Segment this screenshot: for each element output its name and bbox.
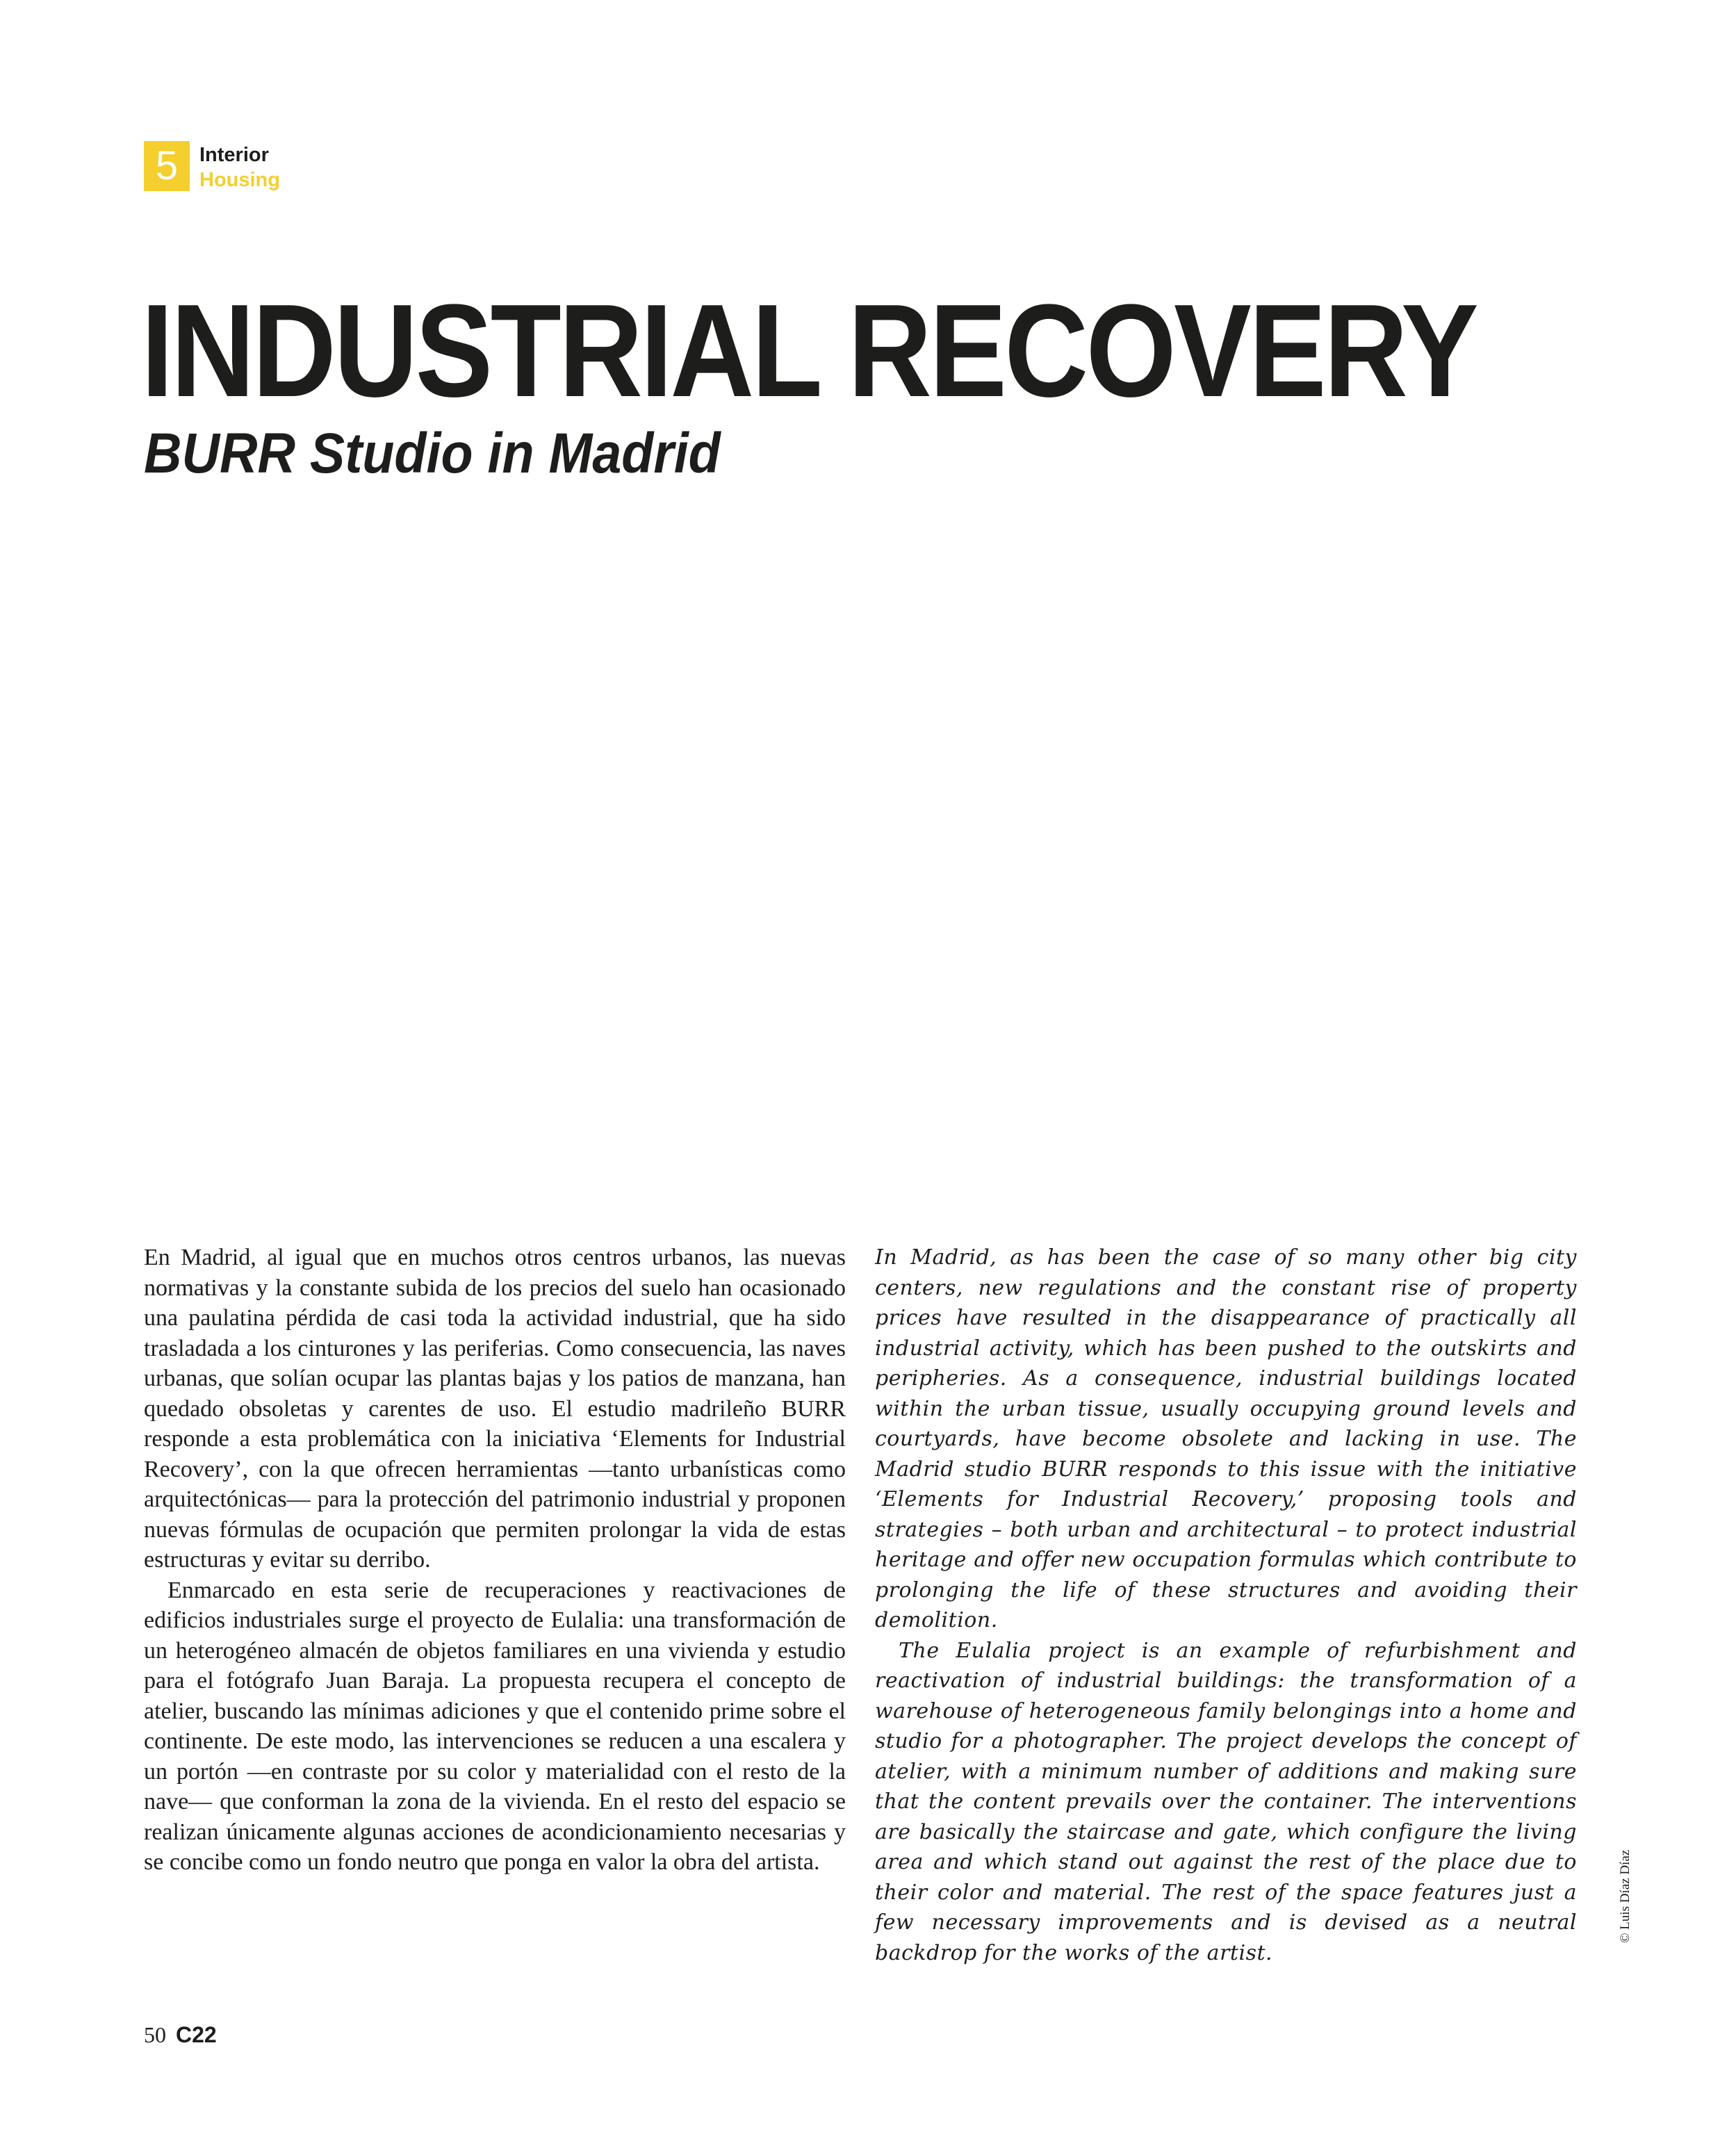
body-es-paragraph-2: Enmarcado en esta serie de recuperaciones y reactivaciones de edificios industriales surge el proyecto de Eulalia: una transformación de un heterogéneo almacén de objetos familiares en una vivienda y estudio para el fotógrafo Juan Baraja. La propuesta recupera el concepto de atelier, buscando las mínimas adiciones y que el contenido prime sobre el continente. De este modo, las intervenciones se reducen a una escalera y un portón —en contraste por su color y materialidad con el resto de la nave— que conforman la zona de la vivienda. En el resto del espacio se realizan únicamente algunas acciones de acondicionamiento necesarias y se concibe como un fondo neutro que ponga en valor la obra del artista. (144, 1577, 846, 1875)
section-label (199, 142, 280, 192)
page-footer (144, 2021, 217, 2049)
body-column-spanish (144, 1243, 846, 1878)
article-subtitle: BURR Studio in Madrid (144, 422, 721, 485)
body-en-paragraph-1: In Madrid, as has been the case of so many other big city centers, new regulations and the constant rise of property prices have resulted in the disappearance of practically all industrial activity, which has been pushed to the outskirts and peripheries. As a consequence, industrial buildings located within the urban tissue, usually occupying ground levels and courtyards, have become obsolete and lacking in use. The Madrid studio BURR responds to this issue with the initiative ‘Elements for Industrial Recovery,’ proposing tools and strategies – both urban and architectural – to protect industrial heritage and offer new occupation formulas which contribute to prolonging the life of these structures and avoiding their demolition. (875, 1245, 1577, 1632)
section-number-badge: 5 (144, 141, 190, 191)
body-column-english (875, 1243, 1577, 1968)
page-number: 50 (144, 2022, 166, 2047)
section-subcategory: Housing (199, 169, 280, 191)
photo-credit: © Luis Díaz Díaz (1618, 1849, 1632, 1943)
article-title: INDUSTRIAL RECOVERY (141, 277, 1477, 425)
magazine-name: C22 (176, 2022, 217, 2047)
section-category: Interior (199, 144, 269, 166)
body-es-paragraph-1: En Madrid, al igual que en muchos otros centros urbanos, las nuevas normativas y la constante subida de los precios del suelo han ocasionado una paulatina pérdida de casi toda la actividad industrial, que ha sido trasladada a los cinturones y las periferias. Como consecuencia, las naves urbanas, que solían ocupar las plantas bajas y los patios de manzana, han quedado obsoletas y carentes de uso. El estudio madrileño BURR responde a esta problemática con la iniciativa ‘Elements for Industrial Recovery’, con la que ofrecen herramientas —tanto urbanísticas como arquitectónicas— para la protección del patrimonio industrial y proponen nuevas fórmulas de ocupación que permiten prolongar la vida de estas estructuras y evitar su derribo. (144, 1245, 846, 1573)
body-en-paragraph-2: The Eulalia project is an example of refurbishment and reactivation of industrial buildings: the transformation of a warehouse of heterogeneous family belongings into a home and studio for a photographer. The project develops the concept of atelier, with a minimum number of additions and making sure that the content prevails over the container. The interventions are basically the staircase and gate, which configure the living area and which stand out against the rest of the place due to their color and material. The rest of the space features just a few necessary improvements and is devised as a neutral backdrop for the works of the artist. (875, 1638, 1577, 1965)
